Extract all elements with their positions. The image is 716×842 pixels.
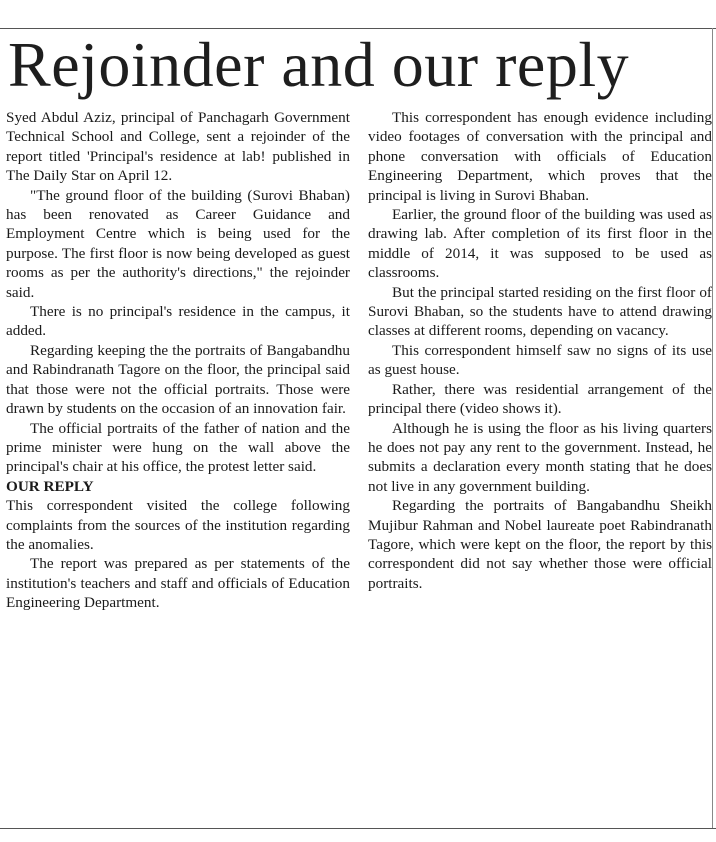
left-paragraph-6: This correspondent visited the college following complaints from the sources of the institution regarding the anomalies. — [6, 497, 350, 553]
right-paragraph-4: This correspondent himself saw no signs of its use as guest house. — [368, 341, 712, 379]
left-column — [6, 108, 350, 613]
bottom-rule — [0, 828, 716, 829]
right-paragraph-5: Rather, there was residential arrangement of the principal there (video shows it). — [368, 380, 712, 418]
left-paragraph-7: The report was prepared as per statements of the institution's teachers and staff and officials of Education Engineering Department. — [6, 555, 350, 612]
left-paragraph-5: The official portraits of the father of nation and the prime minister were hung on the wall above the principal's chair at his office, the protest letter said. — [6, 419, 350, 476]
left-paragraph-3: There is no principal's residence in the campus, it added. — [6, 303, 350, 340]
our-reply-subhead: OUR REPLY — [6, 477, 94, 495]
right-paragraph-7: Regarding the portraits of Bangabandhu Sheikh Mujibur Rahman and Nobel laureate poet Rabindranath Tagore, which were kept on the floor, the report by this correspondent did not say whether those were official portraits. — [368, 497, 712, 592]
headline: Rejoinder and our reply — [8, 29, 630, 100]
left-paragraph-1: Syed Abdul Aziz, principal of Panchagarh Government Technical School and College, sent a rejoinder of the report titled 'Principal's residence at lab! published in The Daily Star on April 12. — [6, 109, 350, 185]
right-paragraph-6: Although he is using the floor as his living quarters he does not pay any rent to the government. Instead, he submits a declaration every month stating that he does not live in any government building. — [368, 419, 712, 495]
right-paragraph-1: This correspondent has enough evidence including video footages of conversation with the principal and phone conversation with officials of Education Engineering Department, which proves that the principal is living in Surovi Bhaban. — [368, 109, 712, 204]
right-paragraph-2: Earlier, the ground floor of the building was used as drawing lab. After completion of its first floor in the middle of 2014, it was supposed to be used as classrooms. — [368, 206, 712, 282]
right-paragraph-3: But the principal started residing on the first floor of Surovi Bhaban, so the students have to attend drawing classes at different rooms, depending on vacancy. — [368, 283, 712, 340]
left-paragraph-4: Regarding keeping the the portraits of Bangabandhu and Rabindranath Tagore on the floor, the principal said that those were not the official portraits. Those were drawn by students on the occasion of an innovation fair. — [6, 341, 350, 418]
left-paragraph-2: "The ground floor of the building (Surovi Bhaban) has been renovated as Career Guidance and Employment Centre which is being used for the purpose. The first floor is now being developed as guest rooms as per the authority's directions," the rejoinder said. — [6, 186, 350, 301]
right-rule — [712, 28, 713, 828]
right-column — [368, 108, 712, 593]
